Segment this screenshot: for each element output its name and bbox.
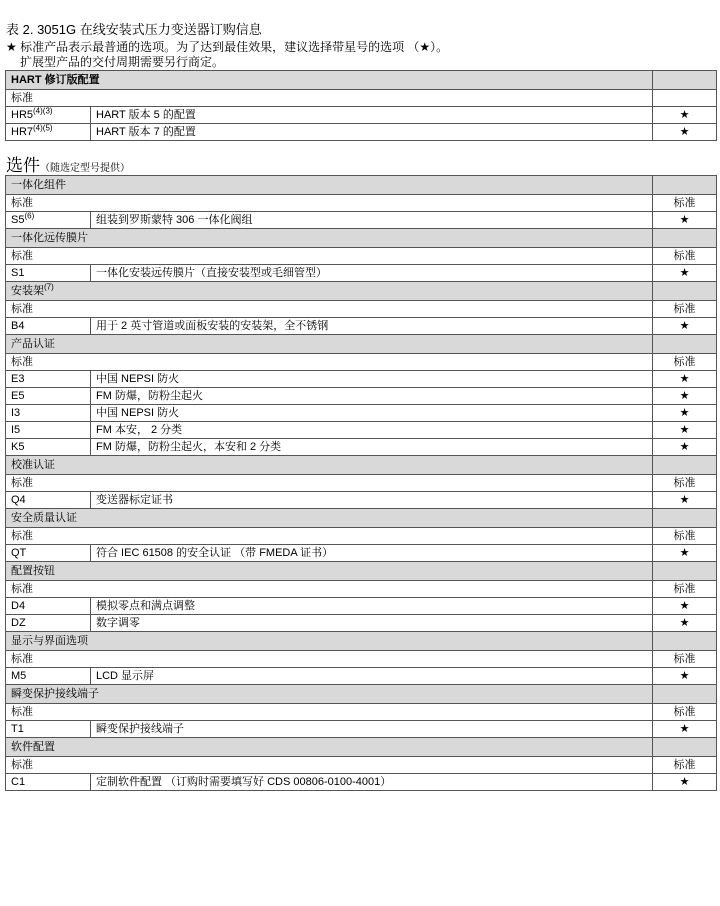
section-name: 显示与界面选项 xyxy=(11,635,88,647)
section-header xyxy=(6,282,653,301)
standard-label: 标准 xyxy=(6,528,653,545)
option-row xyxy=(6,545,717,562)
option-row xyxy=(6,318,717,335)
options-heading: 选件 xyxy=(6,156,40,175)
standard-row xyxy=(6,475,717,492)
option-footnote: (4)(5) xyxy=(33,123,53,133)
option-code: I3 xyxy=(11,407,21,419)
option-description: FM 防爆，防粉尘起火 xyxy=(91,388,653,405)
option-row xyxy=(6,492,717,509)
option-code-cell xyxy=(6,388,91,405)
option-row xyxy=(6,124,717,141)
standard-row xyxy=(6,704,717,721)
standard-label-right: 标准 xyxy=(653,704,717,721)
section-header xyxy=(6,685,653,704)
option-row xyxy=(6,439,717,456)
section-name: 配置按钮 xyxy=(11,565,55,577)
option-code: S1 xyxy=(11,267,25,279)
standard-label-right: 标准 xyxy=(653,248,717,265)
standard-label-right: 标准 xyxy=(653,195,717,212)
standard-label-right: 标准 xyxy=(653,651,717,668)
star-icon: ★ xyxy=(653,212,717,229)
standard-label: 标准 xyxy=(6,195,653,212)
section-header-empty xyxy=(653,229,717,248)
section-header-row xyxy=(6,456,717,475)
standard-row xyxy=(6,195,717,212)
star-icon: ★ xyxy=(653,318,717,335)
option-code: T1 xyxy=(11,723,24,735)
standard-row xyxy=(6,528,717,545)
option-code: C1 xyxy=(11,776,26,788)
hart-table-body xyxy=(6,71,717,141)
standard-row xyxy=(6,757,717,774)
option-row xyxy=(6,422,717,439)
hart-table xyxy=(5,70,717,141)
option-description: 变送器标定证书 xyxy=(91,492,653,509)
standard-label: 标准 xyxy=(6,90,653,107)
section-header xyxy=(6,562,653,581)
section-name: 一体化远传膜片 xyxy=(11,232,88,244)
option-description: HART 版本 7 的配置 xyxy=(91,124,653,141)
star-icon: ★ xyxy=(653,492,717,509)
option-description: 用于 2 英寸管道或面板安装的安装架，全不锈钢 xyxy=(91,318,653,335)
option-footnote: (4)(3) xyxy=(33,106,53,116)
section-header-row xyxy=(6,176,717,195)
standard-label: 标准 xyxy=(6,248,653,265)
option-code: D4 xyxy=(11,600,26,612)
section-header-empty xyxy=(653,176,717,195)
standard-label-right: 标准 xyxy=(653,301,717,318)
option-code-cell xyxy=(6,265,91,282)
option-code-cell xyxy=(6,668,91,685)
option-row xyxy=(6,371,717,388)
option-row xyxy=(6,721,717,738)
standard-row xyxy=(6,354,717,371)
option-description: FM 防爆，防粉尘起火，本安和 2 分类 xyxy=(91,439,653,456)
section-name: 瞬变保护接线端子 xyxy=(11,688,99,700)
section-header-empty xyxy=(653,335,717,354)
section-name: 软件配置 xyxy=(11,741,55,753)
star-icon: ★ xyxy=(653,721,717,738)
option-code: Q4 xyxy=(11,494,26,506)
standard-label: 标准 xyxy=(6,651,653,668)
section-header-row xyxy=(6,509,717,528)
star-icon: ★ xyxy=(653,439,717,456)
option-description: HART 版本 5 的配置 xyxy=(91,107,653,124)
standard-row xyxy=(6,248,717,265)
option-code-cell xyxy=(6,439,91,456)
star-icon: ★ xyxy=(653,124,717,141)
standard-label-right: 标准 xyxy=(653,581,717,598)
standard-row xyxy=(6,581,717,598)
star-note: ★ 标准产品表示最普通的选项。为了达到最佳效果，建议选择带星号的选项 （★）。 xyxy=(6,40,449,54)
standard-label: 标准 xyxy=(6,301,653,318)
option-footnote: (6) xyxy=(24,211,35,221)
star-icon: ★ xyxy=(653,107,717,124)
standard-row xyxy=(6,301,717,318)
options-subtitle: （随选定型号提供） xyxy=(40,163,130,174)
option-code: QT xyxy=(11,547,27,559)
section-header-empty xyxy=(653,562,717,581)
option-code: B4 xyxy=(11,320,25,332)
option-row xyxy=(6,212,717,229)
section-header-row xyxy=(6,71,717,90)
star-icon: ★ xyxy=(653,265,717,282)
option-description: LCD 显示屏 xyxy=(91,668,653,685)
option-description: 中国 NEPSI 防火 xyxy=(91,371,653,388)
option-description: 符合 IEC 61508 的安全认证 （带 FMEDA 证书） xyxy=(91,545,653,562)
star-icon: ★ xyxy=(653,371,717,388)
option-code-cell xyxy=(6,598,91,615)
star-icon: ★ xyxy=(653,668,717,685)
option-row xyxy=(6,388,717,405)
standard-label: 标准 xyxy=(6,704,653,721)
section-header-empty xyxy=(653,509,717,528)
star-icon: ★ xyxy=(653,615,717,632)
option-code-cell xyxy=(6,318,91,335)
option-row xyxy=(6,615,717,632)
section-name: 安装架 xyxy=(11,285,44,297)
options-table xyxy=(5,175,717,791)
section-header-row xyxy=(6,685,717,704)
standard-label-right: 标准 xyxy=(653,757,717,774)
standard-label: 标准 xyxy=(6,475,653,492)
standard-label-right: 标准 xyxy=(653,354,717,371)
section-name: 校准认证 xyxy=(11,459,55,471)
option-description: 中国 NEPSI 防火 xyxy=(91,405,653,422)
option-description: 组装到罗斯蒙特 306 一体化阀组 xyxy=(91,212,653,229)
star-icon: ★ xyxy=(653,545,717,562)
option-code: E3 xyxy=(11,373,25,385)
section-header-empty xyxy=(653,71,717,90)
option-row xyxy=(6,405,717,422)
section-header-row xyxy=(6,632,717,651)
section-name: 产品认证 xyxy=(11,338,55,350)
section-header-empty xyxy=(653,685,717,704)
option-code-cell xyxy=(6,124,91,141)
option-description: 一体化安装远传膜片（直接安装型或毛细管型） xyxy=(91,265,653,282)
section-header xyxy=(6,335,653,354)
table-title: 表 2. 3051G 在线安装式压力变送器订购信息 xyxy=(6,22,262,37)
standard-label: 标准 xyxy=(6,581,653,598)
section-name: HART 修订版配置 xyxy=(11,74,100,86)
standard-row xyxy=(6,90,717,107)
standard-label-right: 标准 xyxy=(653,475,717,492)
option-code-cell xyxy=(6,545,91,562)
option-code-cell xyxy=(6,422,91,439)
section-header-empty xyxy=(653,282,717,301)
section-header-empty xyxy=(653,456,717,475)
section-header-row xyxy=(6,738,717,757)
option-description: 定制软件配置 （订购时需要填写好 CDS 00806-0100-4001） xyxy=(91,774,653,791)
option-description: 模拟零点和满点调整 xyxy=(91,598,653,615)
option-code-cell xyxy=(6,371,91,388)
option-row xyxy=(6,265,717,282)
option-code-cell xyxy=(6,615,91,632)
star-icon: ★ xyxy=(653,405,717,422)
option-code: M5 xyxy=(11,670,27,682)
star-icon: ★ xyxy=(653,422,717,439)
option-code-cell xyxy=(6,405,91,422)
option-code-cell xyxy=(6,721,91,738)
section-header-empty xyxy=(653,738,717,757)
standard-row xyxy=(6,651,717,668)
option-code-cell xyxy=(6,107,91,124)
section-header xyxy=(6,509,653,528)
section-header-row xyxy=(6,229,717,248)
option-code-cell xyxy=(6,212,91,229)
option-code-cell xyxy=(6,492,91,509)
section-header xyxy=(6,71,653,90)
option-description: 瞬变保护接线端子 xyxy=(91,721,653,738)
star-icon: ★ xyxy=(653,388,717,405)
standard-label-right xyxy=(653,90,717,107)
options-table-body xyxy=(6,176,717,791)
option-row xyxy=(6,598,717,615)
section-name: 安全质量认证 xyxy=(11,512,77,524)
lead-time-note: 扩展型产品的交付周期需要另行商定。 xyxy=(20,55,225,69)
option-code: HR5 xyxy=(11,109,34,121)
section-header xyxy=(6,738,653,757)
standard-label-right: 标准 xyxy=(653,528,717,545)
section-header-empty xyxy=(653,632,717,651)
option-code-cell xyxy=(6,774,91,791)
standard-label: 标准 xyxy=(6,757,653,774)
option-code: K5 xyxy=(11,441,25,453)
option-code: S5 xyxy=(11,214,25,226)
section-name: 一体化组件 xyxy=(11,179,66,191)
option-code: I5 xyxy=(11,424,21,436)
option-code: E5 xyxy=(11,390,25,402)
section-header-row xyxy=(6,335,717,354)
standard-label: 标准 xyxy=(6,354,653,371)
option-row xyxy=(6,668,717,685)
star-icon: ★ xyxy=(653,598,717,615)
section-header xyxy=(6,456,653,475)
option-row xyxy=(6,774,717,791)
section-header xyxy=(6,632,653,651)
section-footnote: (7) xyxy=(44,282,54,292)
option-description: 数字调零 xyxy=(91,615,653,632)
section-header xyxy=(6,176,653,195)
option-code: DZ xyxy=(11,617,26,629)
section-header xyxy=(6,229,653,248)
star-icon: ★ xyxy=(653,774,717,791)
section-header-row xyxy=(6,282,717,301)
option-code: HR7 xyxy=(11,126,34,138)
option-description: FM 本安， 2 分类 xyxy=(91,422,653,439)
option-row xyxy=(6,107,717,124)
section-header-row xyxy=(6,562,717,581)
